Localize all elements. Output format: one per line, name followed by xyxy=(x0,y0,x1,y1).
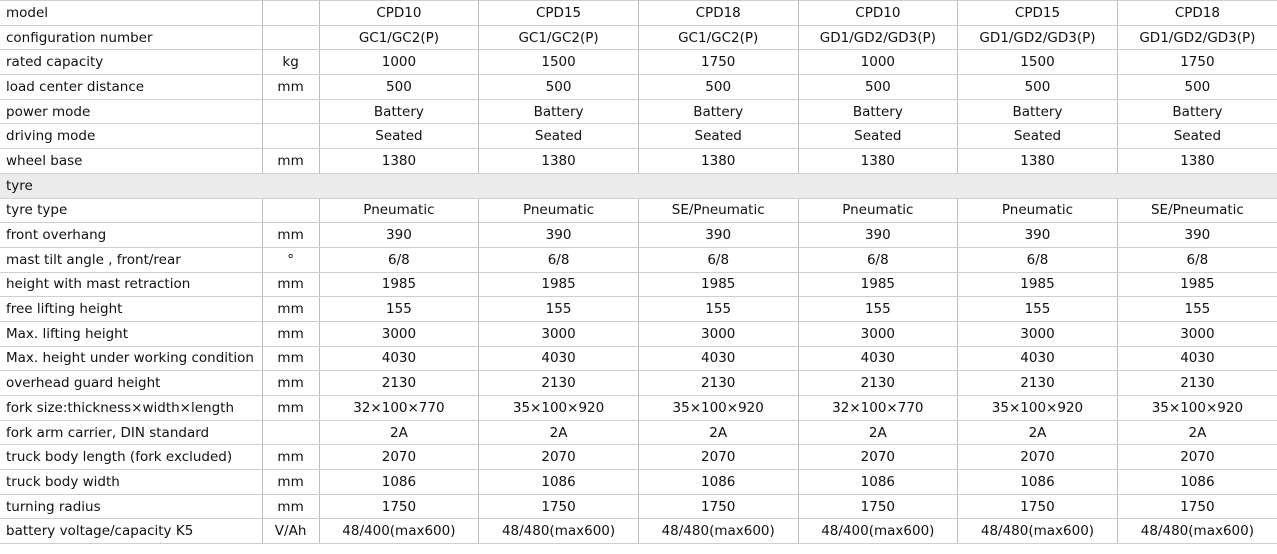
value-cell: 2A xyxy=(638,420,798,445)
unit-cell: mm xyxy=(262,223,319,248)
value-cell: 1000 xyxy=(319,50,479,75)
value-cell: Pneumatic xyxy=(319,198,479,223)
value-cell: Battery xyxy=(958,99,1118,124)
value-cell: GD1/GD2/GD3(P) xyxy=(958,25,1118,50)
table-row xyxy=(0,247,1277,272)
value-cell: CPD15 xyxy=(958,1,1118,26)
parameter-cell: load center distance xyxy=(0,75,262,100)
parameter-cell: front overhang xyxy=(0,223,262,248)
value-cell: 4030 xyxy=(319,346,479,371)
parameter-cell: free lifting height xyxy=(0,297,262,322)
value-cell: 155 xyxy=(798,297,958,322)
parameter-cell: tyre type xyxy=(0,198,262,223)
value-cell: 2A xyxy=(958,420,1118,445)
table-row xyxy=(0,99,1277,124)
value-cell: 1380 xyxy=(958,149,1118,174)
value-cell: 32×100×770 xyxy=(319,396,479,421)
value-cell: 500 xyxy=(798,75,958,100)
parameter-cell: power mode xyxy=(0,99,262,124)
value-cell: Battery xyxy=(479,99,639,124)
value-cell: 1086 xyxy=(638,470,798,495)
value-cell: 155 xyxy=(638,297,798,322)
value-cell: 3000 xyxy=(1117,321,1277,346)
value-cell: 1985 xyxy=(319,272,479,297)
value-cell: 1380 xyxy=(798,149,958,174)
value-cell: SE/Pneumatic xyxy=(638,198,798,223)
value-cell: 1985 xyxy=(798,272,958,297)
value-cell: 1380 xyxy=(319,149,479,174)
value-cell: 2130 xyxy=(1117,371,1277,396)
value-cell: 1500 xyxy=(479,50,639,75)
table-row xyxy=(0,25,1277,50)
value-cell: Pneumatic xyxy=(798,198,958,223)
value-cell: 1750 xyxy=(798,494,958,519)
value-cell: 48/480(max600) xyxy=(1117,519,1277,544)
unit-cell xyxy=(262,1,319,26)
value-cell: 2A xyxy=(1117,420,1277,445)
value-cell: 35×100×920 xyxy=(1117,396,1277,421)
value-cell: 1750 xyxy=(638,50,798,75)
value-cell: 1750 xyxy=(1117,50,1277,75)
value-cell: 2A xyxy=(798,420,958,445)
value-cell: 2070 xyxy=(958,445,1118,470)
value-cell: 6/8 xyxy=(958,247,1118,272)
value-cell: Battery xyxy=(638,99,798,124)
value-cell: 390 xyxy=(958,223,1118,248)
table-row xyxy=(0,346,1277,371)
parameter-cell: Max. height under working condition xyxy=(0,346,262,371)
value-cell: CPD10 xyxy=(798,1,958,26)
value-cell: Seated xyxy=(1117,124,1277,149)
value-cell: GC1/GC2(P) xyxy=(638,25,798,50)
parameter-cell: height with mast retraction xyxy=(0,272,262,297)
value-cell: GD1/GD2/GD3(P) xyxy=(798,25,958,50)
value-cell: Battery xyxy=(1117,99,1277,124)
table-row xyxy=(0,396,1277,421)
value-cell: 2130 xyxy=(479,371,639,396)
table-row xyxy=(0,75,1277,100)
unit-cell: mm xyxy=(262,371,319,396)
value-cell: 48/480(max600) xyxy=(638,519,798,544)
value-cell: 2130 xyxy=(638,371,798,396)
table-row xyxy=(0,124,1277,149)
value-cell: 35×100×920 xyxy=(958,396,1118,421)
value-cell: 155 xyxy=(1117,297,1277,322)
value-cell: 4030 xyxy=(1117,346,1277,371)
table-row xyxy=(0,445,1277,470)
value-cell: Pneumatic xyxy=(958,198,1118,223)
unit-cell: mm xyxy=(262,494,319,519)
value-cell: 1985 xyxy=(958,272,1118,297)
unit-cell: ° xyxy=(262,247,319,272)
value-cell: Seated xyxy=(958,124,1118,149)
value-cell: 3000 xyxy=(479,321,639,346)
value-cell: 2070 xyxy=(638,445,798,470)
table-row xyxy=(0,1,1277,26)
parameter-cell: mast tilt angle , front/rear xyxy=(0,247,262,272)
table-row xyxy=(0,198,1277,223)
value-cell: 1086 xyxy=(958,470,1118,495)
unit-cell: kg xyxy=(262,50,319,75)
value-cell: 2070 xyxy=(798,445,958,470)
table-row xyxy=(0,50,1277,75)
value-cell: GD1/GD2/GD3(P) xyxy=(1117,25,1277,50)
value-cell: 500 xyxy=(479,75,639,100)
value-cell: 4030 xyxy=(958,346,1118,371)
value-cell: Seated xyxy=(638,124,798,149)
value-cell: 2070 xyxy=(1117,445,1277,470)
value-cell: 3000 xyxy=(638,321,798,346)
value-cell: 2130 xyxy=(798,371,958,396)
table-row xyxy=(0,149,1277,174)
value-cell: 6/8 xyxy=(638,247,798,272)
value-cell: 155 xyxy=(958,297,1118,322)
parameter-cell: Max. lifting height xyxy=(0,321,262,346)
table-row xyxy=(0,420,1277,445)
unit-cell: mm xyxy=(262,75,319,100)
value-cell: 500 xyxy=(638,75,798,100)
value-cell: 1985 xyxy=(479,272,639,297)
unit-cell: V/Ah xyxy=(262,519,319,544)
table-row xyxy=(0,371,1277,396)
unit-cell: mm xyxy=(262,149,319,174)
value-cell: 1086 xyxy=(798,470,958,495)
parameter-cell: configuration number xyxy=(0,25,262,50)
value-cell: 4030 xyxy=(638,346,798,371)
parameter-cell: truck body length (fork excluded) xyxy=(0,445,262,470)
parameter-cell: overhead guard height xyxy=(0,371,262,396)
value-cell: 4030 xyxy=(798,346,958,371)
value-cell: 390 xyxy=(638,223,798,248)
value-cell: 1750 xyxy=(319,494,479,519)
value-cell: CPD18 xyxy=(638,1,798,26)
value-cell: 32×100×770 xyxy=(798,396,958,421)
value-cell: 500 xyxy=(958,75,1118,100)
value-cell: 1000 xyxy=(798,50,958,75)
value-cell: 6/8 xyxy=(1117,247,1277,272)
value-cell: GC1/GC2(P) xyxy=(479,25,639,50)
value-cell: 1086 xyxy=(319,470,479,495)
value-cell: 155 xyxy=(319,297,479,322)
value-cell: CPD15 xyxy=(479,1,639,26)
value-cell: 35×100×920 xyxy=(638,396,798,421)
value-cell: 2070 xyxy=(319,445,479,470)
value-cell: 390 xyxy=(1117,223,1277,248)
value-cell: 1750 xyxy=(479,494,639,519)
value-cell: 1985 xyxy=(638,272,798,297)
parameter-cell: fork arm carrier, DIN standard xyxy=(0,420,262,445)
unit-cell xyxy=(262,124,319,149)
value-cell: 1380 xyxy=(479,149,639,174)
value-cell: Seated xyxy=(319,124,479,149)
table-row xyxy=(0,321,1277,346)
value-cell: 2130 xyxy=(319,371,479,396)
unit-cell: mm xyxy=(262,321,319,346)
unit-cell: mm xyxy=(262,396,319,421)
value-cell: 1380 xyxy=(1117,149,1277,174)
value-cell: 1750 xyxy=(958,494,1118,519)
value-cell: 3000 xyxy=(798,321,958,346)
value-cell: 1500 xyxy=(958,50,1118,75)
value-cell: 1750 xyxy=(1117,494,1277,519)
table-row xyxy=(0,297,1277,322)
parameter-cell: model xyxy=(0,1,262,26)
value-cell: 6/8 xyxy=(479,247,639,272)
value-cell: 1380 xyxy=(638,149,798,174)
unit-cell: mm xyxy=(262,346,319,371)
unit-cell xyxy=(262,25,319,50)
table-row xyxy=(0,470,1277,495)
parameter-cell: wheel base xyxy=(0,149,262,174)
value-cell: 2070 xyxy=(479,445,639,470)
parameter-cell: fork size:thickness×width×length xyxy=(0,396,262,421)
value-cell: CPD18 xyxy=(1117,1,1277,26)
value-cell: 500 xyxy=(1117,75,1277,100)
value-cell: Battery xyxy=(798,99,958,124)
parameter-cell: rated capacity xyxy=(0,50,262,75)
value-cell: 6/8 xyxy=(798,247,958,272)
unit-cell: mm xyxy=(262,470,319,495)
table-row xyxy=(0,272,1277,297)
value-cell: 3000 xyxy=(958,321,1118,346)
unit-cell xyxy=(262,420,319,445)
value-cell: 500 xyxy=(319,75,479,100)
value-cell: 390 xyxy=(479,223,639,248)
value-cell: Seated xyxy=(479,124,639,149)
parameter-cell: turning radius xyxy=(0,494,262,519)
value-cell: 48/400(max600) xyxy=(319,519,479,544)
value-cell: 1985 xyxy=(1117,272,1277,297)
unit-cell: mm xyxy=(262,272,319,297)
value-cell: CPD10 xyxy=(319,1,479,26)
value-cell: 48/480(max600) xyxy=(958,519,1118,544)
value-cell: SE/Pneumatic xyxy=(1117,198,1277,223)
value-cell: 2130 xyxy=(958,371,1118,396)
section-row xyxy=(0,173,1277,198)
parameter-cell: battery voltage/capacity K5 xyxy=(0,519,262,544)
parameter-cell: driving mode xyxy=(0,124,262,149)
unit-cell xyxy=(262,198,319,223)
value-cell: Battery xyxy=(319,99,479,124)
value-cell: 2A xyxy=(479,420,639,445)
unit-cell: mm xyxy=(262,297,319,322)
unit-cell xyxy=(262,99,319,124)
value-cell: 2A xyxy=(319,420,479,445)
value-cell: 3000 xyxy=(319,321,479,346)
unit-cell: mm xyxy=(262,445,319,470)
value-cell: 48/480(max600) xyxy=(479,519,639,544)
value-cell: 1750 xyxy=(638,494,798,519)
value-cell: 6/8 xyxy=(319,247,479,272)
value-cell: GC1/GC2(P) xyxy=(319,25,479,50)
value-cell: 1086 xyxy=(1117,470,1277,495)
value-cell: 390 xyxy=(798,223,958,248)
table-row xyxy=(0,223,1277,248)
value-cell: 390 xyxy=(319,223,479,248)
value-cell: Pneumatic xyxy=(479,198,639,223)
value-cell: 4030 xyxy=(479,346,639,371)
parameter-cell: truck body width xyxy=(0,470,262,495)
table-row xyxy=(0,519,1277,544)
table-row xyxy=(0,494,1277,519)
section-label: tyre xyxy=(0,173,1277,198)
spec-table-body xyxy=(0,1,1277,544)
value-cell: 48/400(max600) xyxy=(798,519,958,544)
value-cell: 155 xyxy=(479,297,639,322)
value-cell: Seated xyxy=(798,124,958,149)
value-cell: 35×100×920 xyxy=(479,396,639,421)
value-cell: 1086 xyxy=(479,470,639,495)
